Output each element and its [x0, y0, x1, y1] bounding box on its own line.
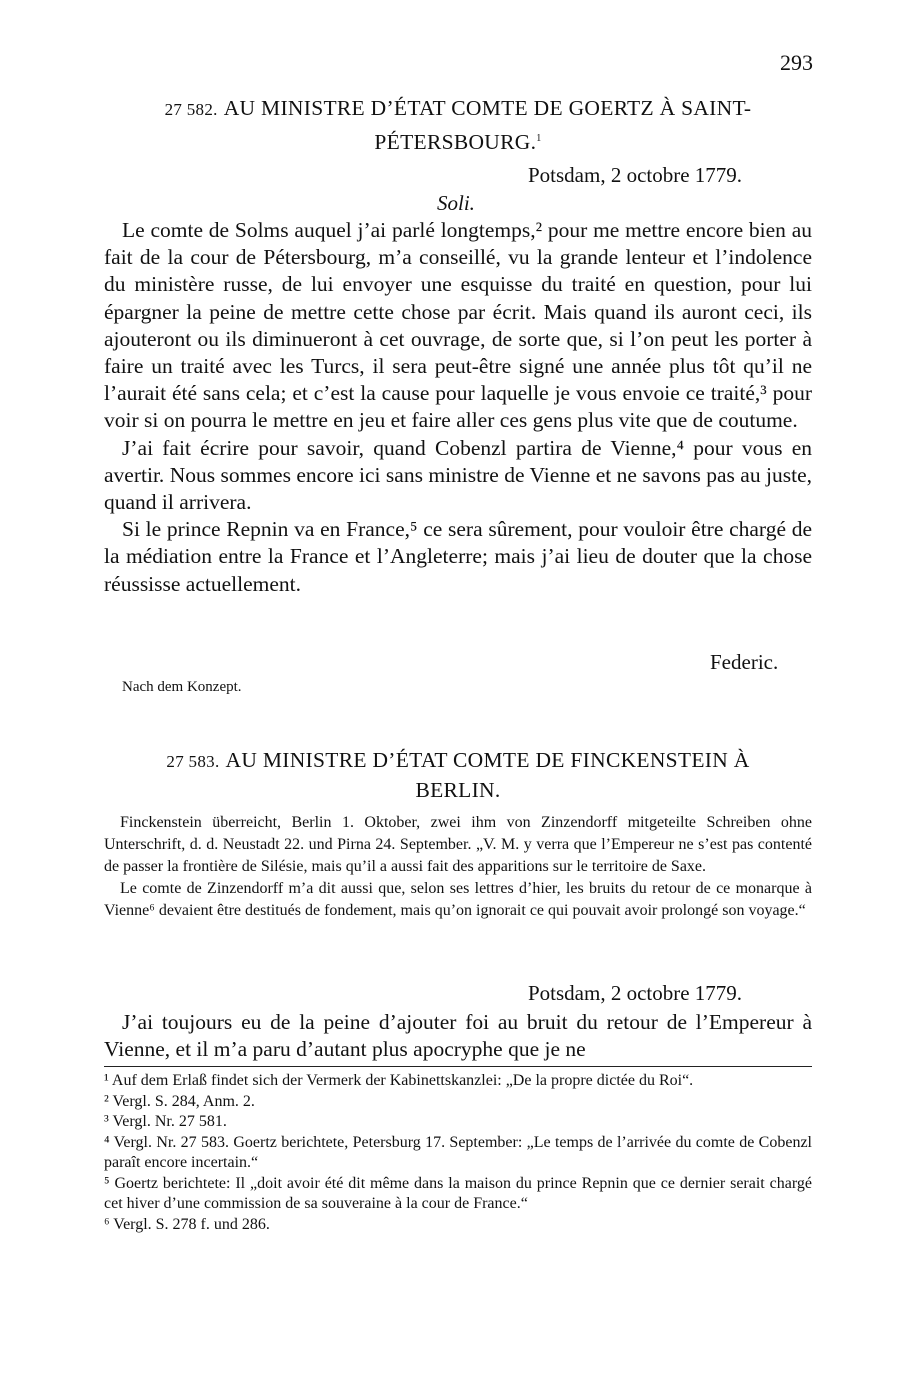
- letter1-signature: Federic.: [710, 650, 779, 674]
- letter2-heading: [104, 746, 812, 805]
- footnote-6: ⁶ Vergl. S. 278 f. und 286.: [104, 1215, 270, 1233]
- footnote-4: ⁴ Vergl. Nr. 27 583. Goertz berichtete, Petersburg 17. September: „Le temps de l’arrivée du comte de Cobenzl paraît encore incertain.“: [104, 1133, 812, 1171]
- letter1-paragraph-1: Le comte de Solms auquel j’ai parlé longtemps,² pour me mettre encore bien au fait de la cour de Pétersbourg, m’a conseillé, vu la grande lenteur et l’indolence du ministère russe, de lui envoyer une esquisse du traité en question, pour lui épargner la peine de mettre cette chose par écrit. Mais quand ils auront ceci, ils ajouteront ou ils diminueront à cet ouvrage, de sorte que, si l’on peut les porter à faire un traité avec les Turcs, il sera peut-être signé une année plus tôt qu’il ne l’aurait été sans cela; et c’est la cause pour laquelle je vous envoie ce traité,³ pour voir si on pourra le mettre en jeu et faire aller ces gens plus vite que de coutume.: [104, 218, 812, 433]
- letter1-heading-line2: PÉTERSBOURG.: [374, 130, 537, 155]
- footnote-3: ³ Vergl. Nr. 27 581.: [104, 1113, 227, 1130]
- letter2-paragraph: J’ai toujours eu de la peine d’ajouter foi au bruit du retour de l’Empereur à Vienne, et il m’a paru d’autant plus apocryphe que je ne: [104, 1010, 812, 1062]
- letter2-summary: [104, 812, 812, 922]
- letter2-dateline: Potsdam, 2 octobre 1779.: [528, 981, 743, 1005]
- footnote-divider: [104, 1066, 812, 1067]
- letter1-soli: Soli.: [437, 191, 475, 215]
- letter1-body: [104, 217, 812, 598]
- letter2-heading-line1: AU MINISTRE D’ÉTAT COMTE DE FINCKENSTEIN À: [225, 748, 750, 772]
- letter1-heading-line1: AU MINISTRE D’ÉTAT COMTE DE GOERTZ À SAINT-: [223, 96, 752, 120]
- footnote-1: ¹ Auf dem Erlaß findet sich der Vermerk der Kabinettskanzlei: „De la propre dictée du Roi“.: [104, 1072, 694, 1089]
- footnote-2: ² Vergl. S. 284, Anm. 2.: [104, 1092, 255, 1110]
- letter1-source-note: Nach dem Konzept.: [122, 679, 242, 695]
- footnote-5: ⁵ Goertz berichtete: Il „doit avoir été dit même dans la maison du prince Repnin que ce dernier serait chargé cet hiver d’une commission de sa souveraine à la cour de France.“: [104, 1174, 812, 1212]
- letter2-number: 27 583.: [166, 752, 220, 771]
- letter1-paragraph-2: J’ai fait écrire pour savoir, quand Cobenzl partira de Vienne,⁴ pour vous en avertir. Nous sommes encore ici sans ministre de Vienne et ne savons pas au juste, quand il arrivera.: [104, 435, 812, 515]
- page-number: 293: [780, 50, 813, 75]
- letter1-paragraph-3: Si le prince Repnin va en France,⁵ ce sera sûrement, pour vouloir être chargé de la médiation entre la France et l’Angleterre; mais j’ai lieu de douter que la chose réussisse actuellement.: [104, 517, 812, 596]
- letter2-body: [104, 1009, 812, 1063]
- footnotes: [104, 1071, 812, 1235]
- letter2-summary-2: Le comte de Zinzendorff m’a dit aussi que, selon ses lettres d’hier, les bruits du retour de ce monarque à Vienne⁶ devaient être destitués de fondement, mais qu’on ignorait ce qui pouvait avoir prolongé son voyage.“: [104, 880, 812, 919]
- letter2-heading-line2: BERLIN.: [415, 778, 501, 802]
- letter1-heading-note: 1: [536, 133, 542, 144]
- letter1-heading: [104, 94, 812, 157]
- letter2-summary-1: Finckenstein überreicht, Berlin 1. Oktober, zwei ihm von Zinzendorff mitgeteilte Schreiben ohne Unterschrift, d. d. Neustadt 22. und Pirna 24. September. „V. M. y verra que l’Empereur ne s’est pas contenté de passer la frontière de Silésie, mais qu’il a aussi fait des apparitions sur le territoire de Saxe.: [104, 814, 812, 875]
- letter1-number: 27 582.: [164, 100, 218, 119]
- letter1-dateline: Potsdam, 2 octobre 1779.: [528, 163, 743, 187]
